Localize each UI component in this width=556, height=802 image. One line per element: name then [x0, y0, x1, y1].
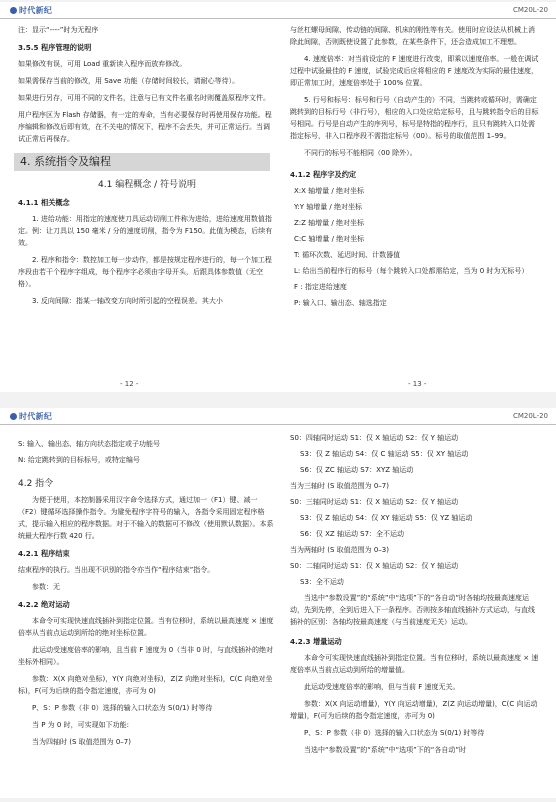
paragraph: 当 P 为 0 时，可实现如下功能: — [32, 721, 129, 729]
paragraph: 3. 反向间隙：指某一轴改变方向时所引起的空程误差。其大小 — [32, 297, 223, 305]
paragraph: P、S：P 参数（非 0）选择的输入口状态为 S(0/1) 时等待 — [32, 704, 213, 712]
definition-item: S: 输入、输出态、轴方向状态指定或子功能号 — [18, 440, 161, 448]
logo-text: 时代新纪 — [19, 412, 53, 421]
paragraph: 结束程序的执行。当出现不识别的指令亦当作“程序结束”指令。 — [18, 566, 215, 574]
definition-item: L: 给出当前程序行的标号（每个跳转入口处都需给定，当为 0 时为无标号） — [294, 267, 529, 275]
logo-icon — [10, 413, 17, 420]
page-number-right: - 13 - — [408, 380, 427, 388]
option-row: S6：仅 XZ 轴运动 S7：全不运动 — [300, 530, 405, 538]
option-heading: 当为三轴时 (S 取值范围为 0–7) — [290, 482, 389, 490]
paragraph: 如果进行另存，可用不同的文件名，注意与已有文件名重名时则覆盖原程序文件。 — [18, 94, 270, 102]
brand-logo — [10, 5, 52, 16]
paragraph: 2. 程序和指令：数控加工每一步动作，都是按规定程序进行的，每一个加工程序段由若干个程序字组成，每个程序字必须由字母开头，后跟具体参数值（无空格）。 — [18, 256, 272, 288]
option-row: S6：仅 ZC 轴运动 S7：XYZ 轴运动 — [300, 466, 414, 474]
paragraph: 参数：无 — [32, 583, 60, 591]
paragraph: 当选中“参数设置”的“系统”中“选项”下的“各自动”时 — [304, 746, 467, 754]
option-row: S3：仅 Z 轴运动 S4：仅 C 轴运动 S5：仅 XY 轴运动 — [300, 450, 469, 458]
model-label: CM20L-20 — [512, 6, 548, 14]
option-row: S3：仅 Z 轴运动 S4：仅 XY 轴运动 S5：仅 YZ 轴运动 — [300, 514, 473, 522]
option-heading: 当为两轴时 (S 取值范围为 0–3) — [290, 546, 389, 554]
section-3-5-5-title: 3.5.5 程序管理的说明 — [18, 43, 92, 52]
paragraph: 本命令可实现快速直线插补到指定位置。当有位移时，系统以最高速度 × 速度倍率从当前点运动到所给的增量值。 — [290, 654, 539, 674]
definition-item: Y:Y 轴增量 / 绝对坐标 — [294, 203, 363, 211]
section-4-1-1-title: 4.1.1 相关概念 — [18, 198, 70, 207]
paragraph: 为便于使用，本控制器采用汉字命令选择方式，通过加一（F1）键、减一（F2）键循环选择操作指令。为避免程序字符号的输入，各指令采用固定程序格式，提示输入相应的程序数据。对于不输入的数据可不修改（使用默认数据）。本系统最大程序行数 420 行。 — [18, 496, 274, 540]
option-row: S0：三轴同时运动 S1：仅 X 轴运动 S2：仅 Y 轴运动 — [290, 498, 459, 506]
section-4-2-1-title: 4.2.1 程序结束 — [18, 549, 70, 558]
left-column — [18, 438, 276, 753]
logo-icon — [10, 7, 17, 14]
definition-item: N: 给定跳转到的目标标号，或特定编号 — [18, 456, 140, 464]
page-14-15-spread — [0, 408, 556, 798]
definition-item: C:C 轴增量 / 绝对坐标 — [294, 235, 365, 243]
page-header — [0, 408, 556, 425]
paragraph: 如果需保存当前的修改，用 Save 功能（存储时间较长，请耐心等待）。 — [18, 77, 240, 85]
section-4-2-2-title: 4.2.2 绝对运动 — [18, 600, 70, 609]
section-4-2-3-title: 4.2.3 增量运动 — [290, 637, 342, 646]
definition-item: T: 循环次数、延迟时间、计数器值 — [294, 251, 401, 259]
paragraph: 当选中“参数设置”的“系统”中“选项”下的“各自动”时各轴均按最高速度运动，先到先停，全到后进入下一条程序。否则按多轴直线插补方式运动，与直线插补的区别：各轴均按最高速度（与当前速度无关）运动。 — [290, 594, 535, 626]
definition-item: Z:Z 轴增量 / 绝对坐标 — [294, 219, 364, 227]
paragraph: 与丝杠螺母间隙、传动链的间隙、机床的刚性等有关。使用时应设法从机械上消除此间隙，否则既使设置了此参数，在某些条件下，还会造成加工不理想。 — [290, 26, 535, 46]
page-number-left: - 12 - — [120, 380, 139, 388]
model-label: CM20L-20 — [512, 412, 548, 420]
section-4-1-title: 4.1 编程概念 / 符号说明 — [98, 180, 196, 190]
paragraph: 此运动受速度倍率的影响，且当前 F 速度为 0（当非 0 时，与直线插补的绝对坐标外相同）。 — [18, 646, 274, 666]
paragraph: 参数：X(X 向运动增量)，Y(Y 向运动增量)，Z(Z 向运动增量)，C(C 向运动增量)，F(可为后续的指令指定速度，亦可为 0) — [290, 700, 538, 720]
paragraph: 1. 进给功能：用指定的速度使刀具运动切削工件称为进给，进给速度用数值指定。例：让刀具以 150 毫米 / 分的速度切削，指令为 F150。此值为模态，后续有效。 — [18, 215, 273, 247]
option-row: S0：四轴同时运动 S1：仅 X 轴运动 S2：仅 Y 轴运动 — [290, 434, 459, 442]
note-text: 注：显示“----”时为无程序 — [18, 26, 99, 34]
page-12-13-spread — [0, 2, 556, 392]
paragraph: 用户程序区为 Flash 存储器，有一定的寿命，当有必要保存时再使用保存功能。程序编辑和修改后即有效，在不关电的情况下，程序不会丢失，并可正常运行。当调试正常后再保存。 — [18, 111, 272, 143]
paragraph: 本命令可实现快速直线插补到指定位置。当有位移时，系统以最高速度 × 速度倍率从当前点运动到所给的绝对坐标位置。 — [18, 617, 274, 637]
chapter-4-banner: 4. 系统指令及编程 — [14, 153, 270, 171]
brand-logo — [10, 411, 52, 422]
paragraph: 如果修改有误，可用 Load 重新读入程序而放弃修改。 — [18, 60, 187, 68]
option-row: S0：二轴同时运动 S1：仅 X 轴运动 S2：仅 Y 轴运动 — [290, 562, 459, 570]
definition-item: F : 指定进给速度 — [294, 283, 347, 291]
paragraph: P、S：P 参数（非 0）选择的输入口状态为 S(0/1) 时等待 — [304, 729, 485, 737]
section-4-1-2-title: 4.1.2 程序字及约定 — [290, 170, 357, 179]
section-4-2-title: 4.2 指令 — [18, 479, 54, 489]
paragraph: 当为四轴时 (S 取值范围为 0–7) — [32, 738, 131, 746]
definition-item: P: 输入口、输出态、轴选指定 — [294, 299, 387, 307]
paragraph: 此运动受速度倍率的影响，但与当前 F 速度无关。 — [304, 683, 460, 691]
left-column — [18, 24, 276, 312]
page-header — [0, 2, 556, 19]
paragraph: 参数：X(X 向绝对坐标)，Y(Y 向绝对坐标)，Z(Z 向绝对坐标)，C(C 向绝对坐标)，F(可为后续的指令指定速度，亦可为 0) — [18, 675, 273, 695]
paragraph: 不同行的标号不能相同（00 除外）。 — [304, 149, 417, 157]
definition-item: X:X 轴增量 / 绝对坐标 — [294, 187, 364, 195]
right-column — [290, 24, 540, 313]
paragraph: 4. 速度倍率：对当前设定的 F 速度进行改变，即乘以速度倍率。一般在调试过程中试验最佳的 F 速度，试验完成后应将相应的 F 速度改为实际的最佳速度，即正常加工时，速度倍率处于 100% 位置。 — [290, 55, 539, 87]
paragraph: 5. 行号和标号：标号和行号（自动产生的）不同，当跳转或循环时，需确定跳转到的目标行号（非行号），相应的入口处应给定标号，且与跳转指令后的目标号相同。行号是自动产生的序列号，标号是特指的程序行，且只有跳转入口处需指定标号，非入口程序段不需指定标号（00）。标号的取值范围 1–99。 — [290, 96, 539, 140]
right-column — [290, 432, 540, 761]
logo-text: 时代新纪 — [19, 6, 53, 15]
option-row: S3：全不运动 — [300, 578, 344, 586]
